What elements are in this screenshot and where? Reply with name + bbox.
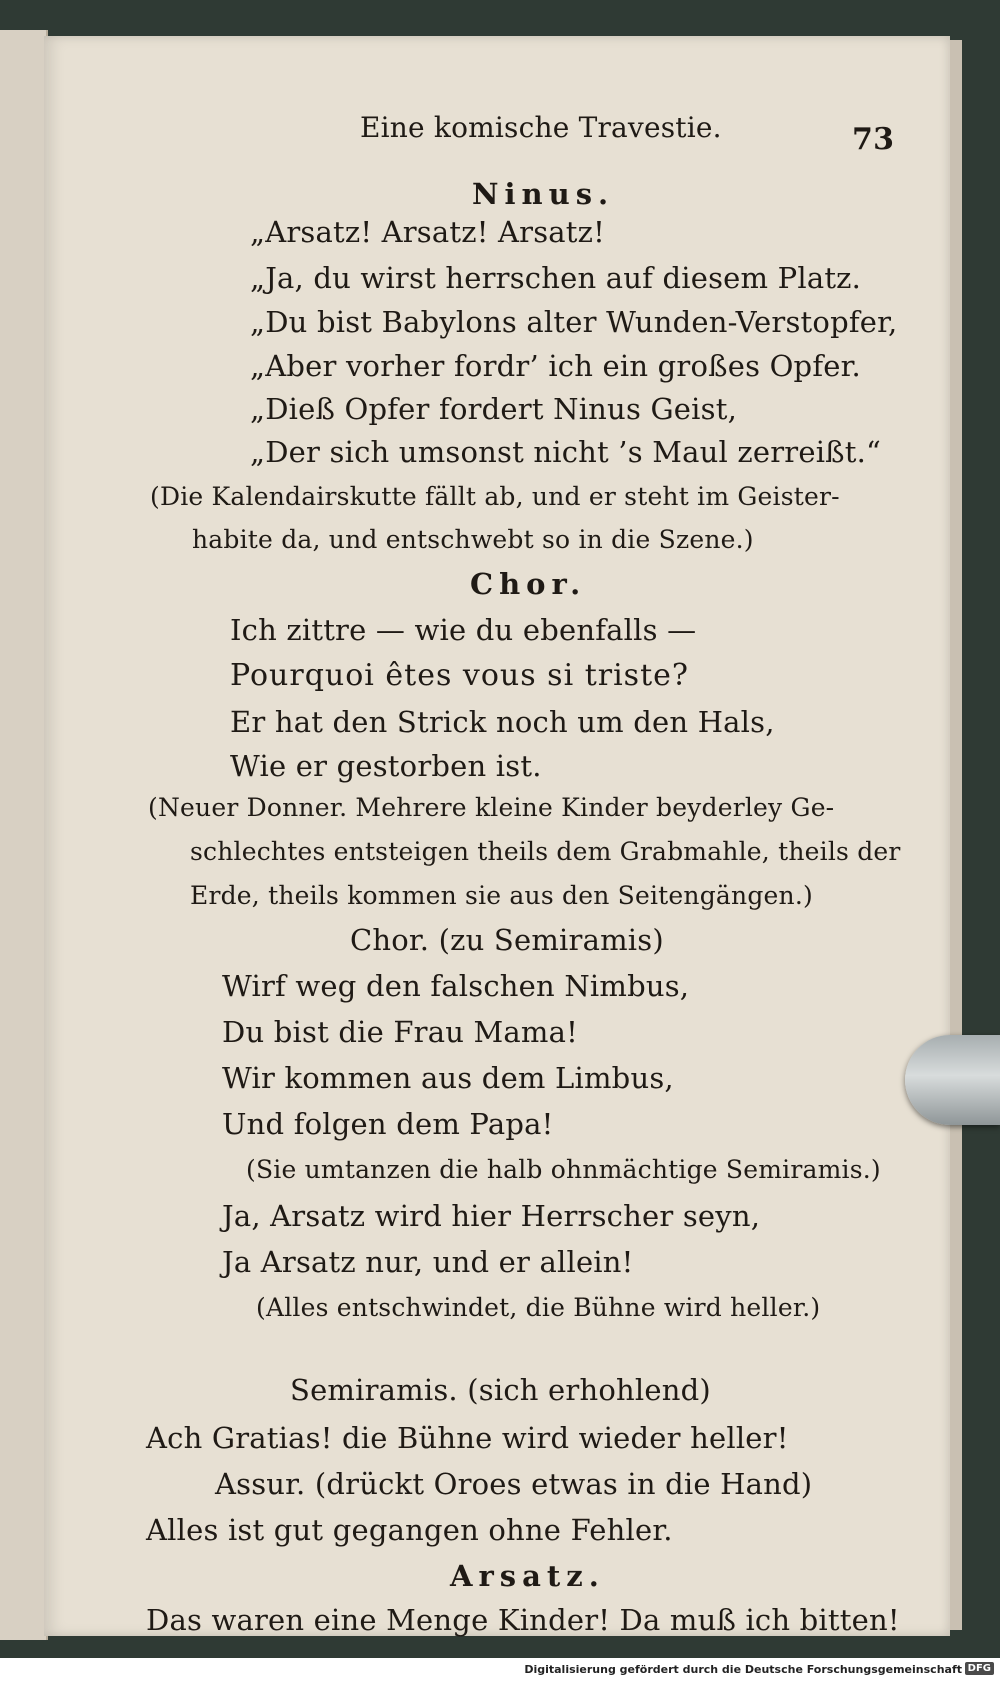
speaker-chor-semiramis: Chor. (zu Semiramis) (350, 923, 664, 957)
running-title: Eine komische Travestie. (360, 111, 722, 144)
verse-line: Pourquoi êtes vous si triste? (230, 658, 689, 693)
funding-notice: Digitalisierung gefördert durch die Deutsche Forschungsgemeinschaft (524, 1663, 962, 1676)
speaker-chor: Chor. (470, 567, 587, 601)
verse-line: Er hat den Strick noch um den Hals, (230, 705, 775, 739)
verse-line: Wir kommen aus dem Limbus, (222, 1061, 674, 1095)
verse-line: Du bist die Frau Mama! (222, 1015, 578, 1049)
metal-clip (905, 1035, 1000, 1125)
verse-line: Und folgen dem Papa! (222, 1107, 554, 1141)
speaker-assur: Assur. (drückt Oroes etwas in die Hand) (215, 1467, 813, 1501)
page-number: 73 (852, 122, 895, 157)
verse-line: Ich zittre — wie du ebenfalls — (230, 613, 697, 647)
speaker-arsatz: Arsatz. (450, 1559, 605, 1593)
verse-line: Das waren eine Menge Kinder! Da muß ich bitten! (146, 1603, 900, 1637)
verse-line: „Der sich umsonst nicht ’s Maul zerreißt.“ (250, 435, 882, 469)
verse-line: „Du bist Babylons alter Wunden-Verstopfer, (250, 305, 898, 339)
stage-direction: habite da, und entschwebt so in die Szene.) (192, 525, 754, 554)
stage-direction: (Sie umtanzen die halb ohnmächtige Semiramis.) (246, 1155, 881, 1184)
verse-line: „Arsatz! Arsatz! Arsatz! (250, 215, 605, 249)
verse-line: Ja, Arsatz wird hier Herrscher seyn, (222, 1199, 761, 1233)
stage-direction: Erde, theils kommen sie aus den Seitengängen.) (190, 881, 813, 910)
stage-direction: (Alles entschwindet, die Bühne wird heller.) (256, 1293, 821, 1322)
speaker-semiramis: Semiramis. (sich erhohlend) (290, 1373, 711, 1407)
verse-line: „Dieß Opfer fordert Ninus Geist, (250, 392, 737, 426)
dfg-logo: DFG (965, 1662, 994, 1675)
verse-line: „Aber vorher fordr’ ich ein großes Opfer. (250, 349, 861, 383)
verse-line: „Ja, du wirst herrschen auf diesem Platz. (250, 261, 862, 295)
verse-line: Ach Gratias! die Bühne wird wieder heller! (146, 1421, 789, 1455)
page-edge-right (950, 40, 962, 1630)
left-page-edge (0, 30, 48, 1640)
verse-line: Alles ist gut gegangen ohne Fehler. (146, 1513, 673, 1547)
speaker-ninus: Ninus. (472, 177, 615, 211)
verse-line: Ja Arsatz nur, und er allein! (222, 1245, 634, 1279)
verse-line: Wie er gestorben ist. (230, 749, 542, 783)
stage-direction: (Neuer Donner. Mehrere kleine Kinder beyderley Ge- (148, 793, 835, 822)
verse-line: Wirf weg den falschen Nimbus, (222, 969, 690, 1003)
stage-direction: (Die Kalendairskutte fällt ab, und er steht im Geister- (150, 482, 840, 511)
stage-direction: schlechtes entsteigen theils dem Grabmahle, theils der (190, 837, 901, 866)
